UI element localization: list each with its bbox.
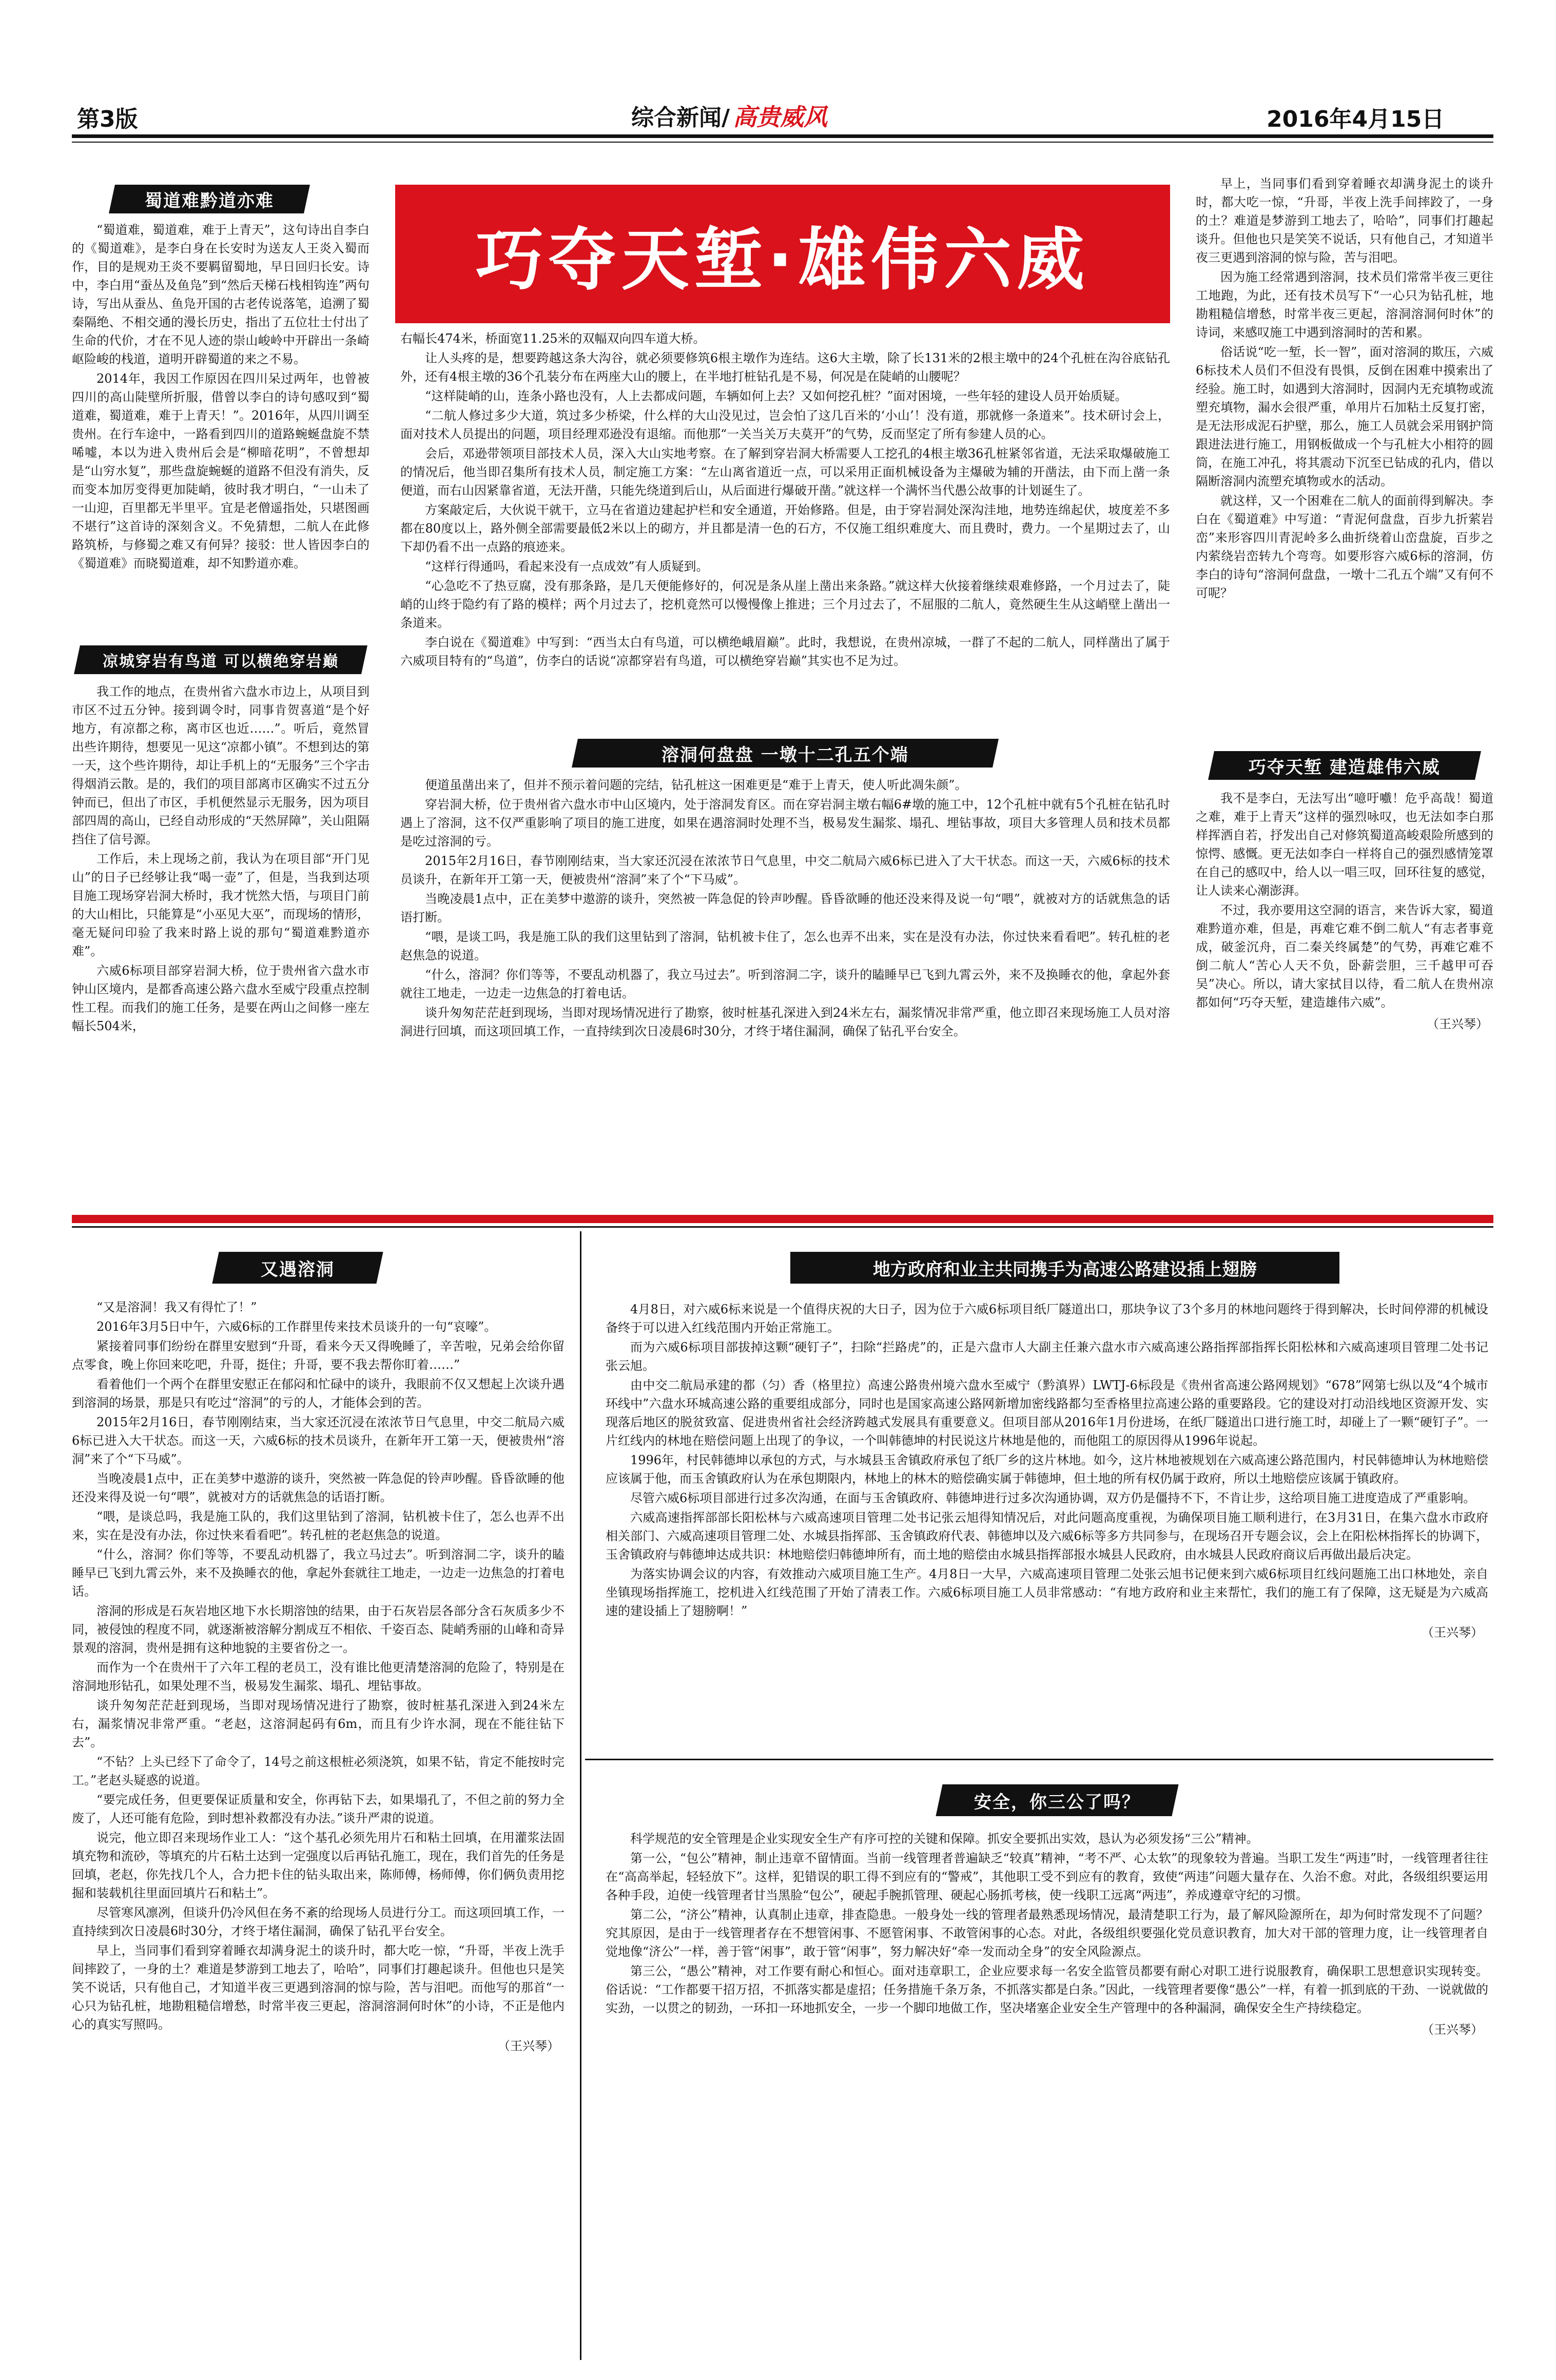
paragraph: 第三公，“愚公”精神，对工作要有耐心和恒心。面对违章职工，企业应要求每一名安全监管员都要有耐心对职工进行说服教育，确保职工思想意识实现转变。俗话说：“工作都要干招万招，不抓落实都是虚招；任务措施千条万条，不抓落实都是白条。”因此，一线管理者要像“愚公”一样，有着一抓到底的干劲、一说就做的实劲，一以贯之的韧劲，一环扣一环地抓安全，一步一个脚印地做工作，坚决堵塞企业安全生产管理中的各种漏洞，确保安全生产持续稳定。 [606,1964,1488,2015]
lower-right-text [606,1300,1488,1752]
paragraph: 溶洞的形成是石灰岩地区地下水长期溶蚀的结果，由于石灰岩层各部分含石灰质多少不同，被侵蚀的程度不同，就逐渐被溶解分割成互不相依、千姿百态、陡峭秀丽的山峰和奇异景观的溶洞，贵州是拥有这种地貌的主要省份之一。 [72,1604,565,1655]
paragraph: “喂，是谈总吗，我是施工队的，我们这里钻到了溶洞，钻机被卡住了，怎么也弄不出来，实在是没有办法，你过快来看看吧”。转孔桩的老赵焦急的说道。 [72,1509,565,1542]
paragraph: “心急吃不了热豆腐，没有那条路，是几天便能修好的，何况是条从崖上凿出来条路。”就这样大伙接着继续艰难修路，一个月过去了，陡峭的山终于隐约有了路的模样；两个月过去了，挖机竟然可以慢慢像上推进；三个月过去了，不屈服的二航人，竟然硬生生从这峭壁上凿出一条道来。 [400,579,1170,630]
paragraph: “喂，是谈工吗，我是施工队的我们这里钻到了溶洞，钻机被卡住了，怎么也弄不出来，实在是没有办法，你过快来看看吧”。转孔桩的老赵焦急的说道。 [400,930,1170,962]
paragraph: 谈升匆匆茫茫赶到现场，当即对现场情况进行了勘察，彼时桩基孔深进入到24米左右，漏浆情况非常严重。“老赵，这溶洞起码有6m，而且有少许水洞，现在不能往钻下去”。 [72,1698,565,1749]
paragraph: 而为六威6标项目部拔掉这颗“硬钉子”，扫除“拦路虎”的，正是六盘市人大副主任兼六盘水市六威高速公路指挥部指挥长阳松林和六威高速项目管理二处书记张云旭。 [606,1340,1488,1373]
paragraph: 4月8日，对六威6标来说是一个值得庆祝的大日子，因为位于六威6标项目纸厂隧道出口，那块争议了3个多月的林地问题终于得到解决，长时间停滞的机械设备终于可以进入红线范围内开始正常施工。 [606,1302,1488,1335]
paragraph: 我工作的地点，在贵州省六盘水市边上，从项目到市区不过五分钟。接到调令时，同事肯贺喜道“是个好地方，有凉都之称，离市区也近……”。听后，竟然冒出些许期待，想要见一见这“凉都小镇”。不想到达的第一天，这个些许期待，却让手机上的“无服务”三个字击得烟消云散。是的，我们的项目部离市区确实不过五分钟而已，但出了市区，手机便然显示无服务，因为项目部四周的高山，已经自动形成的“天然屏障”，关山阻隔挡住了信号源。 [72,684,369,847]
safety-separator [585,1759,1493,1760]
paragraph: “要完成任务，但更要保证质量和安全，你再钻下去，如果塌孔了，不但之前的努力全废了，人还可能有危险，到时想补救都没有办法。”谈升严肃的说道。 [72,1793,565,1825]
main-feature-title: 巧夺天堑·雄伟六威 [395,185,1170,323]
paragraph: 六威6标项目部穿岩洞大桥，位于贵州省六盘水市钟山区境内，是都香高速公路六盘水至威宁段重点控制性工程。而我们的施工任务，是要在两山之间修一座左幅长504米， [72,963,369,1033]
author-credit: （王兴琴） [498,2039,559,2053]
author-credit: （王兴琴） [1422,2022,1483,2037]
paragraph: 1996年，村民韩德坤以承包的方式，与水城县玉舍镇政府承包了纸厂乡的这片林地。如今，这片林地被规划在六威高速公路范围内，村民韩德坤认为林地赔偿应该属于他，而玉舍镇政府认为在承包期限内，林地上的林木的赔偿确实属于韩德坤，但土地的所有权仍属于政府，所以土地赔偿应该属于镇政府。 [606,1453,1488,1486]
paragraph: 紧接着同事们纷纷在群里安慰到“升哥，看来今天又得晚睡了，辛苦啦，兄弟会给你留点零食，晚上你回来吃吧，升哥，挺住；升哥，要不我去帮你盯着……” [72,1339,565,1372]
paragraph: 为落实协调会议的内容，有效推动六威项目施工生产。4月8日一大早，六威高速项目管理二处张云旭书记便来到六威6标项目红线问题施工出口林地处，亲自坐镇现场指挥施工，挖机进入红线范围了开始了清表工作。六威6标项目施工人员非常感动：“有地方政府和业主来帮忙，我们的施工有了保障，这无疑是为六威高速的建设插上了翅膀啊！” [606,1567,1488,1618]
paragraph: 尽管寒风凛冽，但谈升仍冷风但在务不紊的给现场人员进行分工。而这项回填工作，一直持续到次日凌晨6时30分，才终于堵住漏洞，确保了钻孔平台安全。 [72,1905,565,1938]
paragraph: 由中交二航局承建的都（匀）香（格里拉）高速公路贵州境六盘水至威宁（黔滇界）LWTJ-6标段是《贵州省高速公路网规划》“678”网第七纵以及“4个城市环线中”六盘水环城高速公路的重要组成部分，同时也是国家高速公路网新增加密线路都匀至香格里拉高速公路的重要路段。它的建设对打动沿线地区资源开发、实现落后地区的脱贫致富、促进贵州省社会经济跨越式发展具有重要意义。但项目部从2016年1月份进场，在纸厂隧道出口进行施工时，却碰上了一颗“硬钉子”。一片红线内的林地在赔偿问题上出现了的争议，一个叫韩德坤的村民说这片林地是他的，而他阻工的原因得从1996年说起。 [606,1378,1488,1448]
paragraph: “什么，溶洞？你们等等，不要乱动机器了，我立马过去”。听到溶洞二字，谈升的瞌睡早已飞到九霄云外，来不及换睡衣的他，拿起外套就往工地走，一边走一边焦急的打着电话。 [400,968,1170,1000]
paragraph: 俗话说“吃一堑，长一智”，面对溶洞的欺压，六威6标技术人员们不但没有畏惧，反倒在困难中摸索出了经验。施工时，如遇到大溶洞时，因洞内无充填物或流塑充填物，漏水会很严重，单用片石加粘土反复打密，是无法形成泥石护壁，那么，施工人员就会采用钢护筒跟进法进行施工，用钢板做成一个与孔桩大小相符的圆筒，在施工冲孔，将其震动下沉至已钻成的孔内，借以隔断溶洞内流塑充填物或水的活动。 [1196,345,1493,488]
paragraph: “又是溶洞！我又有得忙了！” [96,1300,257,1314]
section-brand: 高贵威风 [733,103,828,131]
paragraph: 第二公，“济公”精神，认真制止违章，排查隐患。一般身处一线的管理者最熟悉现场情况，最清楚职工行为，最了解风险源所在，却为何时常发现不了问题？究其原因，是由于一线管理者存在不想管闲事、不愿管闲事、不敢管闲事的心态。对此，各级组织要强化党员意识教育，加大对干部的管理力度，让一线管理者自觉地像“济公”一样，善于管“闲事”，敢于管“闲事”，努力解决好“牵一发而动全身”的安全风险源点。 [606,1907,1488,1959]
banner-niao-dao: 凉城穿岩有鸟道 可以横绝穿岩巅 [74,645,367,674]
paragraph: “蜀道难，蜀道难，难于上青天”，这句诗出自李白的《蜀道难》，是李白身在长安时为送友人王炎入蜀而作，目的是规劝王炎不要羁留蜀地，早日回归长安。诗中，李白用“蚕丛及鱼凫”到“然后天梯石栈相钩连”两句诗，写出从蚕丛、鱼凫开国的古老传说落笔，追溯了蜀秦隔绝、不相交通的漫长历史，指出了五位壮士付出了生命的代价，才在不见人迹的崇山峻岭中开辟出一条崎岖险峻的栈道，道明开辟蜀道的来之不易。 [72,223,369,366]
main-feature-text-2 [400,776,1170,1207]
paragraph: 工作后，未上现场之前，我认为在项目部“开门见山”的日子已经够让我“喝一壶”了，但是，当我到达项目施工现场穿岩洞大桥时，我才恍然大悟，与项目门前的大山相比，只能算是“小巫见大巫”，而现场的情形，毫无疑问印验了我来时路上说的那句“蜀道难黔道亦难”。 [72,852,369,958]
issue-date: 2016年4月15日 [1267,106,1445,132]
paragraph: 早上，当同事们看到穿着睡衣却满身泥土的谈升时，都大吃一惊，“升哥，半夜上洗手间摔跤了，一身的土？难道是梦游到工地去了，哈哈”，同事们打趣起谈升。但他也只是笑笑不说话，只有他自己，才知道半夜三更遇到溶洞的惊与险，苦与泪吧。而他写的那首“一心只为钻孔桩，地勘粗糙信增愁，时常半夜三更起，溶洞溶洞何时休”的小诗，不正是他内心的真实写照吗。 [72,1943,565,2032]
paragraph: 因为施工经常遇到溶洞，技术员们常常半夜三更往工地跑，为此，还有技术员写下“一心只为钻孔桩，地勘粗糙信增愁，时常半夜三更起，溶洞溶洞何时休”的诗词，来感叹施工中遇到溶洞时的苦和累。 [1196,270,1493,340]
right-column-text-1 [1196,174,1493,739]
paragraph: 会后，邓逊带领项目部技术人员，深入大山实地考察。在了解到穿岩洞大桥需要人工挖孔的4根主墩36孔桩紧邻省道，无法采取爆破施工的情况后，他当即召集所有技术人员，制定施工方案：“左山离省道近一点，可以采用正面机械设备为主爆破为辅的开凿法，由下而上凿一条便道，而右山因紧靠省道，无法开凿，只能先绕道到后山，从后面进行爆破开凿。”就这样一个满怀当代愚公故事的计划诞生了。 [400,446,1170,498]
paragraph: 当晚凌晨1点中，正在美梦中遨游的谈升，突然被一阵急促的铃声吵醒。昏昏欲睡的他还没来得及说一句“喂”，就被对方的话就焦急的话语打断。 [72,1471,565,1504]
paragraph: 六威高速指挥部部长阳松林与六威高速项目管理二处书记张云旭得知情况后，对此问题高度重视，为确保项目施工顺利进行，在3月31日，在集六盘水市政府相关部门、六威高速项目管理二处、水城县指挥部、玉舍镇政府代表、韩德坤以及六威6标等多方共同参与，在现场召开专题会议，会上在阳松林指挥长的协调下，玉舍镇政府与韩德坤达成共识：林地赔偿归韩德坤所有，而土地的赔偿由水城县指挥部报水城县人民政府，由水城县人民政府商议后再做出最后决定。 [606,1510,1488,1562]
paragraph: “不钻？上头已经下了命令了，14号之前这根桩必须浇筑，如果不钻，肯定不能按时完工。”老赵头疑惑的说道。 [72,1755,565,1787]
paragraph: “这样陡峭的山，连条小路也没有，人上去都成问题，车辆如何上去？又如何挖孔桩？”面对困境，一些年轻的建设人员开始质疑。 [425,389,1127,403]
left-column-text-2 [72,682,369,1206]
paragraph: 科学规范的安全管理是企业实现安全生产有序可控的关键和保障。抓安全要抓出实效，恳认为必须发扬“三公”精神。 [630,1832,1259,1846]
paragraph: 便道虽凿出来了，但并不预示着问题的完结，钻孔桩这一困难更是“难于上青天，使人听此凋朱颜”。 [425,778,967,792]
section-divider-thin [72,1226,1493,1228]
paragraph: 李白说在《蜀道难》中写到：“西当太白有鸟道，可以横绝峨眉巅”。此时，我想说，在贵州凉城，一群了不起的二航人，同样凿出了属于六威项目特有的“鸟道”，仿李白的话说“凉都穿岩有鸟道，可以横绝穿岩巅”其实也不足为过。 [400,635,1170,668]
banner-rongdong-panpan: 溶洞何盘盘 一墩十二孔五个端 [572,739,999,768]
paragraph: 尽管六威6标项目部进行过多次沟通，在面与玉舍镇政府、韩德坤进行过多次沟通协调，双方仍是僵持不下，不肯让步，这给项目施工进度造成了严重影响。 [630,1491,1476,1505]
banner-shu-dao-nan: 蜀道难黔道亦难 [109,185,310,213]
main-feature-text-1 [400,329,1170,730]
paragraph: “这样行得通吗，看起来没有一点成效”有人质疑到。 [425,559,709,574]
paragraph: 右幅长474米，桥面宽11.25米的双幅双向四车道大桥。 [400,331,706,346]
left-column-text-1 [72,221,369,631]
paragraph: 2016年3月5日中午，六威6标的工作群里传来技术员谈升的一句“哀嚎”。 [96,1320,497,1334]
paragraph: 让人头疼的是，想要跨越这条大沟谷，就必须要修筑6根主墩作为连结。这6大主墩，除了长131米的2根主墩中的24个孔桩在沟谷底钻孔外，还有4根主墩的36个孔装分布在两座大山的腰上，在半地打桩钻孔是不易，何况是在陡峭的山腰呢？ [400,351,1170,384]
section-header [631,99,827,132]
author-credit: （王兴琴） [1427,1017,1488,1031]
page-number: 第3版 [77,106,138,132]
column-rule [580,1231,581,2360]
banner-local-gov: 地方政府和业主共同携手为高速公路建设插上翅膀 [790,1252,1339,1284]
paragraph: 看着他们一个两个在群里安慰正在郁闷和忙碌中的谈升，我眼前不仅又想起上次谈升遇到溶洞的场景，那是只有吃过“溶洞”的亏的人，才能体会到的苦。 [72,1377,565,1410]
section-title: 综合新闻/ [631,105,730,131]
paragraph: 就这样，又一个困难在二航人的面前得到解决。李白在《蜀道难》中写道：“青泥何盘盘，百步九折萦岩峦”来形容四川青泥岭多么曲折绕着山峦盘旋，百步之内萦绕岩峦转九个弯弯。如要形容六威6标的溶洞，仿李白的诗句“溶洞何盘盘，一墩十二孔五个端”又有何不可呢？ [1196,494,1493,600]
section-divider [72,1215,1493,1223]
paragraph: 2015年2月16日，春节刚刚结束，当大家还沉浸在浓浓节日气息里，中交二航局六威6标已进入了大干状态。而这一天，六威6标的技术员谈升，在新年开工第一天，便被贵州“溶洞”来了个“下马威”。 [400,854,1170,887]
paragraph: 方案敲定后，大伙说干就干，立马在省道边建起护栏和安全通道，开始修路。但是，由于穿岩洞处深沟洼地，地势连绵起伏，坡度差不多都在80度以上，路外侧全部需要最低2米以上的砌方，并且都是清一色的石方，不仅施工组织难度大、而且费时，费力。一个星期过去了，山下却仍看不出一点路的痕迹来。 [400,503,1170,554]
paragraph: “什么，溶洞？你们等等，不要乱动机器了，我立马过去”。听到溶洞二字，谈升的瞌睡早已飞到九霄云外，来不及换睡衣的他，拿起外套就往工地走，一边走一边焦急的打着电话。 [72,1547,565,1599]
paragraph: 第一公，“包公”精神，制止违章不留情面。当前一线管理者普遍缺乏“较真”精神，“考不严、心太软”的现象较为普遍。当职工发生“两违”时，一线管理者往往在“高高举起，轻轻放下”。这样，犯错误的职工得不到应有的“警戒”，其他职工受不到应有的教育，致使“两违”问题大量存在、久治不愈。对此，各级组织要运用各种手段，迫使一线管理者甘当黑脸“包公”，硬起手腕抓管理、硬起心肠抓考核，使一线职工远离“两违”，养成遵章守纪的习惯。 [606,1851,1488,1902]
paragraph: 不过，我亦要用这空洞的语言，来告诉大家，蜀道难黔道亦难，但是，再难它难不倒二航人“有志者事竟成，破釜沉舟，百二秦关终属楚”的气势，再难它难不倒二航人“苦心人天不负，卧薪尝胆，三千越甲可吞吴”决心。所以，请大家拭目以待，看二航人在贵州凉都如何“巧夺天堑，建造雄伟六威”。 [1196,903,1493,1010]
paragraph: 穿岩洞大桥，位于贵州省六盘水市中山区境内，处于溶洞发育区。而在穿岩洞主墩右幅6#墩的施工中，12个孔桩中就有5个孔桩在钻孔时遇上了溶洞，这不仅严重影响了项目的施工进度，如果在遇溶洞时处理不当，极易发生漏浆、塌孔、埋钻事故，项目大多管理人员和技术员都是吃过溶洞的亏。 [400,797,1170,849]
paragraph: “二航人修过多少大道，筑过多少桥梁，什么样的大山没见过，岂会怕了这几百米的‘小山’！没有道，那就修一条道来”。技术研讨会上，面对技术人员提出的问题，项目经理邓逊没有退缩。而他那“一关当关万夫莫开”的气势，反而坚定了所有参建人员的心。 [400,408,1170,441]
safety-text [606,1830,1488,2368]
lower-left-text [72,1298,565,2375]
paragraph: 2015年2月16日，春节刚刚结束，当大家还沉浸在浓浓节日气息里，中交二航局六威6标已进入大干状态。而这一天，六威6标的技术员谈升，在新年开工第一天，便被贵州“溶洞”来了个“下马威”。 [72,1415,565,1466]
banner-you-yu-rongdong: 又遇溶洞 [212,1252,383,1284]
right-column-text-2 [1196,789,1493,1194]
paragraph: 2014年，我因工作原因在四川呆过两年，也曾被四川的高山陡壁所折服，借曾以李白的诗句感叹到“蜀道难，蜀道难，难于上青天！”。2016年，从四川调至贵州。在行车途中，一路看到四川的道路蜿蜒盘旋不禁唏嘘，本以为进入贵州后会是“柳暗花明”，不曾想却是“山穷水复”，那些盘旋蜿蜒的道路不但没有消失，反而变本加厉变得更加陡峭，彼时我才明白，“一山未了一山迎，百里都无半里平。宜是老僧遥指处，只堪图画不堪行”这首诗的深刻含义。不免猜想，二航人在此修路筑桥，与修蜀之难又有何异？接驳：世人皆因李白的《蜀道难》而晓蜀道难，却不知黔道亦难。 [72,371,369,571]
paragraph: 谈升匆匆茫茫赶到现场，当即对现场情况进行了勘察，彼时桩基孔深进入到24米左右，漏浆情况非常严重，他立即召来现场施工人员对溶洞进行回填，而这项回填工作，一直持续到次日凌晨6时30分，才终于堵住漏洞，确保了钻孔平台安全。 [400,1006,1170,1038]
banner-safety: 安全，你三公了吗？ [936,1784,1178,1816]
paragraph: 说完，他立即召来现场作业工人：“这个基孔必须先用片石和粘土回填，在用灌浆法固填充物和流砂，等填充的片石粘土达到一定强度以后再钻孔施工，现在，我们首先的任务是回填，老赵，你先找几个人，合力把卡住的钻头取出来，陈师傅，杨师傅，你们俩负责用挖掘和装载机往里面回填片石和粘土”。 [72,1831,565,1900]
paragraph: 而作为一个在贵州干了六年工程的老员工，没有谁比他更清楚溶洞的危险了，特别是在溶洞地形钻孔，如果处理不当，极易发生漏浆、塌孔、埋钻事故。 [72,1660,565,1693]
header-rule-thin [72,142,1493,143]
author-credit: （王兴琴） [1422,1625,1483,1640]
paragraph: 当晚凌晨1点中，正在美梦中遨游的谈升，突然被一阵急促的铃声吵醒。昏昏欲睡的他还没来得及说一句“喂”，就被对方的话就焦急的话语打断。 [400,892,1170,925]
header-rule-thick [72,134,1493,138]
paragraph: 早上，当同事们看到穿着睡衣却满身泥土的谈升时，都大吃一惊，“升哥，半夜上洗手间摔跤了，一身的土？难道是梦游到工地去了，哈哈”，同事们打趣起谈升。但他也只是笑笑不说话，只有他自己，才知道半夜三更遇到溶洞的惊与险，苦与泪吧。 [1196,176,1493,265]
paragraph: 我不是李白，无法写出“噫吁嚱！危乎高哉！蜀道之难，难于上青天”这样的强烈咏叹，也无法如李白那样挥洒自若，抒发出自己对修筑蜀道高峻艰险所感到的惊愕、感慨。更无法如李白一样将自己的强烈感情笼罩在自己的感叹中，给人以一唱三叹，回环往复的感觉，让人读来心潮澎湃。 [1196,791,1493,898]
banner-qiao-duo: 巧夺天堑 建造雄伟六威 [1208,751,1481,780]
